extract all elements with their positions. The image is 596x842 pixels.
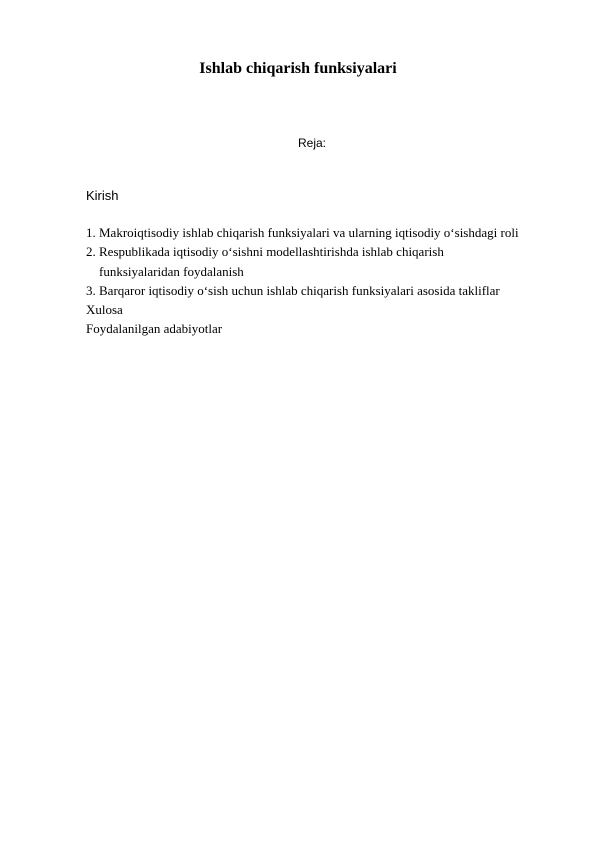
intro-item: Kirish	[86, 188, 119, 203]
toc-item-text: Respublikada iqtisodiy o‘sishni modellashtirishda ishlab chiqarish	[99, 244, 444, 260]
table-of-contents	[86, 223, 566, 339]
toc-item-text: Barqaror iqtisodiy o‘sish uchun ishlab chiqarish funksiyalari asosida takliflar	[99, 282, 500, 298]
toc-item-number: 1.	[86, 225, 96, 240]
toc-item-2	[86, 242, 566, 261]
toc-item-number: 2.	[86, 244, 96, 260]
document-title: Ishlab chiqarish funksiyalari	[199, 60, 397, 77]
toc-conclusion: Xulosa	[86, 302, 123, 318]
toc-references: Foydalanilgan adabiyotlar	[86, 321, 223, 337]
plan-label: Reja:	[298, 136, 327, 150]
toc-item-text: funksiyalaridan foydalanish	[99, 263, 244, 279]
toc-item-2-continuation	[86, 262, 566, 281]
toc-item-number: 3.	[86, 282, 96, 298]
toc-item-3	[86, 281, 566, 300]
toc-item-1	[86, 223, 566, 242]
toc-item-text: Makroiqtisodiy ishlab chiqarish funksiyalari va ularning iqtisodiy o‘sishdagi roli	[99, 225, 519, 240]
